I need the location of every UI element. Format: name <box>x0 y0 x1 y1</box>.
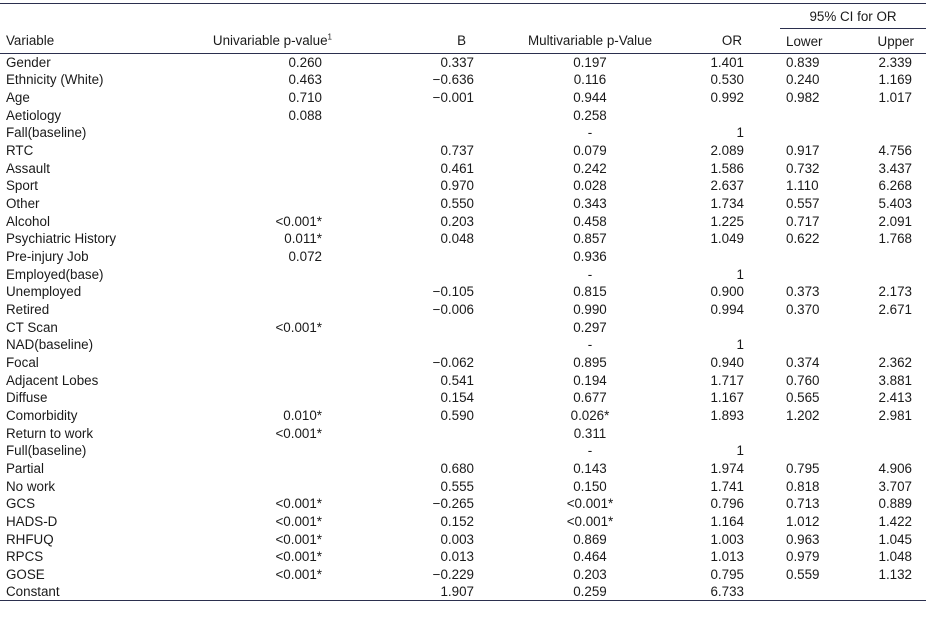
cell-variable: Diffuse <box>6 390 48 406</box>
cell-ci-upper: 1.045 <box>878 531 913 547</box>
cell-multivariable-p: 0.259 <box>500 583 680 601</box>
col-header-univariable-label: Univariable p-value <box>212 33 328 49</box>
cell-ci-upper: 2.173 <box>878 284 913 300</box>
cell-multivariable-p: 0.258 <box>573 107 607 123</box>
cell-variable: Gender <box>6 55 51 71</box>
cell-univariable-p <box>170 177 370 195</box>
cell-or: 1.717 <box>710 372 744 388</box>
cell-or <box>680 424 780 442</box>
cell-ci-upper: 3.707 <box>878 478 913 494</box>
cell-b: −0.006 <box>432 302 474 318</box>
cell-or: 1.734 <box>710 196 744 212</box>
cell-multivariable-p: 0.197 <box>573 55 607 71</box>
cell-univariable-p: 0.011* <box>284 231 322 247</box>
cell-or: 2.089 <box>710 143 744 159</box>
cell-variable: No work <box>6 478 56 494</box>
cell-or: 0.530 <box>710 72 744 88</box>
cell-univariable-p <box>170 336 370 354</box>
cell-b: 0.550 <box>440 196 474 212</box>
cell-ci-upper <box>860 583 926 601</box>
cell-or: 1.893 <box>710 407 744 423</box>
cell-multivariable-p: 0.203 <box>573 566 607 582</box>
cell-univariable-p: 0.710 <box>288 90 322 106</box>
cell-univariable-p: <0.001* <box>275 213 322 229</box>
cell-variable: Focal <box>6 354 39 370</box>
cell-or: 1.003 <box>710 531 744 547</box>
cell-ci-upper: 1.768 <box>878 231 913 247</box>
cell-ci-upper: 1.048 <box>878 549 913 565</box>
cell-or: 0.992 <box>710 90 744 106</box>
cell-ci-lower <box>780 442 860 460</box>
cell-variable: GOSE <box>6 566 45 582</box>
cell-b: 0.337 <box>440 55 474 71</box>
table-row <box>0 442 926 460</box>
cell-multivariable-p: 0.944 <box>573 90 607 106</box>
cell-ci-lower: 0.622 <box>786 231 820 247</box>
header-row-columns <box>0 29 926 54</box>
cell-multivariable-p: 0.677 <box>573 390 607 406</box>
cell-multivariable-p: 0.311 <box>573 425 607 441</box>
cell-multivariable-p: 0.895 <box>573 354 607 370</box>
cell-b: 0.203 <box>440 213 474 229</box>
cell-b <box>370 442 500 460</box>
cell-b: 0.461 <box>440 160 474 176</box>
cell-univariable-p: 0.088 <box>288 107 322 123</box>
cell-or: 1.049 <box>710 231 744 247</box>
cell-variable: Fall(baseline) <box>6 125 87 141</box>
cell-or: 1.741 <box>710 478 744 494</box>
table-row <box>0 318 926 336</box>
cell-or <box>680 318 780 336</box>
cell-univariable-p: 0.072 <box>288 249 322 265</box>
cell-or <box>680 106 780 124</box>
cell-variable: HADS-D <box>6 513 58 529</box>
table-row <box>0 301 926 319</box>
cell-or: 6.733 <box>680 583 780 601</box>
cell-variable: Employed(base) <box>6 266 104 282</box>
cell-or: 1.974 <box>710 460 744 476</box>
cell-univariable-p <box>170 477 370 495</box>
cell-multivariable-p: 0.028 <box>573 178 607 194</box>
cell-b: 0.003 <box>440 531 474 547</box>
cell-multivariable-p: 0.464 <box>573 549 607 565</box>
header-row-ci <box>0 4 926 29</box>
cell-variable: NAD(baseline) <box>6 337 94 353</box>
cell-ci-lower <box>780 265 860 283</box>
table-row <box>0 89 926 107</box>
cell-multivariable-p: <0.001* <box>566 496 614 512</box>
cell-ci-upper: 3.437 <box>878 160 913 176</box>
cell-variable: Return to work <box>6 425 94 441</box>
table-row <box>0 230 926 248</box>
cell-b: 0.154 <box>440 390 474 406</box>
cell-univariable-p <box>170 354 370 372</box>
cell-or: 0.796 <box>710 496 744 512</box>
cell-ci-upper: 3.881 <box>878 372 913 388</box>
cell-univariable-p: <0.001* <box>275 425 322 441</box>
cell-or: 0.900 <box>710 284 744 300</box>
cell-variable: Age <box>6 90 30 106</box>
cell-ci-lower <box>780 424 860 442</box>
cell-or <box>680 248 780 266</box>
cell-multivariable-p: 0.869 <box>573 531 607 547</box>
cell-univariable-p <box>170 142 370 160</box>
table-body <box>0 54 926 601</box>
cell-ci-upper <box>860 106 926 124</box>
cell-univariable-p: <0.001* <box>275 566 322 582</box>
cell-univariable-p <box>170 159 370 177</box>
cell-multivariable-p: - <box>587 125 593 141</box>
col-header-lower: Lower <box>780 29 860 54</box>
cell-ci-upper: 2.671 <box>878 302 913 318</box>
cell-ci-upper: 0.889 <box>878 496 913 512</box>
cell-univariable-p <box>170 371 370 389</box>
cell-univariable-p <box>170 301 370 319</box>
cell-multivariable-p: <0.001* <box>566 513 614 529</box>
cell-ci-upper: 1.422 <box>878 513 913 529</box>
cell-variable: Retired <box>6 302 50 318</box>
cell-b <box>370 106 500 124</box>
table-row <box>0 530 926 548</box>
cell-univariable-p: <0.001* <box>275 319 322 335</box>
table-row <box>0 566 926 584</box>
cell-ci-lower: 0.565 <box>786 390 820 406</box>
cell-multivariable-p: 0.815 <box>573 284 607 300</box>
univariable-footnote-marker: 1 <box>327 32 332 42</box>
cell-ci-lower: 0.717 <box>786 213 820 229</box>
cell-b: 0.737 <box>440 143 474 159</box>
cell-multivariable-p: 0.857 <box>573 231 607 247</box>
cell-ci-lower: 0.240 <box>786 72 820 88</box>
cell-or: 1 <box>736 266 744 282</box>
cell-univariable-p: <0.001* <box>275 496 322 512</box>
cell-ci-lower: 1.202 <box>786 407 820 423</box>
cell-variable: Adjacent Lobes <box>6 372 99 388</box>
table-row <box>0 336 926 354</box>
cell-variable: RTC <box>6 143 34 159</box>
cell-univariable-p <box>170 124 370 142</box>
cell-multivariable-p: 0.026* <box>570 407 610 423</box>
regression-table <box>0 3 926 601</box>
cell-b: 0.680 <box>440 460 474 476</box>
cell-b: −0.636 <box>432 72 474 88</box>
cell-ci-upper: 1.169 <box>878 72 913 88</box>
cell-variable: Partial <box>6 460 44 476</box>
col-header-b: B <box>370 29 500 54</box>
cell-variable: Full(baseline) <box>6 443 87 459</box>
table-row <box>0 389 926 407</box>
col-header-multivariable: Multivariable p-Value <box>500 29 680 54</box>
cell-ci-lower <box>780 583 860 601</box>
cell-multivariable-p: 0.343 <box>573 196 607 212</box>
table-row <box>0 513 926 531</box>
cell-ci-upper: 2.413 <box>878 390 913 406</box>
table-row <box>0 212 926 230</box>
cell-or: 1.586 <box>710 160 744 176</box>
table-row <box>0 354 926 372</box>
table-row <box>0 495 926 513</box>
cell-univariable-p <box>170 442 370 460</box>
cell-variable: Assault <box>6 160 50 176</box>
cell-ci-upper <box>860 248 926 266</box>
cell-ci-lower: 0.963 <box>786 531 820 547</box>
cell-b <box>370 424 500 442</box>
cell-ci-lower: 0.732 <box>786 160 820 176</box>
cell-or: 1 <box>736 125 744 141</box>
cell-or: 0.994 <box>710 302 744 318</box>
cell-b: 1.907 <box>370 583 500 601</box>
cell-b <box>370 248 500 266</box>
cell-univariable-p <box>170 389 370 407</box>
cell-ci-lower: 0.818 <box>786 478 820 494</box>
cell-b: 0.048 <box>440 231 474 247</box>
table-row <box>0 71 926 89</box>
cell-b <box>370 124 500 142</box>
table-row <box>0 177 926 195</box>
cell-or: 1.164 <box>710 513 744 529</box>
cell-ci-upper: 1.132 <box>878 566 913 582</box>
cell-variable: RPCS <box>6 549 44 565</box>
cell-or: 1 <box>736 443 744 459</box>
cell-or: 1.013 <box>710 549 744 565</box>
cell-ci-upper: 2.362 <box>878 354 913 370</box>
cell-ci-lower: 0.917 <box>786 143 820 159</box>
cell-b <box>370 318 500 336</box>
table-row <box>0 124 926 142</box>
cell-ci-lower: 0.374 <box>786 354 820 370</box>
cell-variable: Pre-injury Job <box>6 249 89 265</box>
cell-ci-lower <box>780 248 860 266</box>
cell-univariable-p: <0.001* <box>275 513 322 529</box>
table-row <box>0 283 926 301</box>
cell-b: 0.013 <box>440 549 474 565</box>
cell-variable: RHFUQ <box>6 531 54 547</box>
col-header-variable: Variable <box>0 29 170 54</box>
cell-ci-lower <box>780 106 860 124</box>
cell-ci-lower: 0.370 <box>786 302 820 318</box>
cell-b <box>370 265 500 283</box>
cell-ci-upper <box>860 336 926 354</box>
cell-multivariable-p: - <box>587 337 593 353</box>
cell-multivariable-p: 0.116 <box>573 72 607 88</box>
ci-header: 95% CI for OR <box>780 4 926 29</box>
cell-ci-upper: 1.017 <box>878 90 913 106</box>
cell-or: 0.795 <box>710 566 744 582</box>
cell-ci-upper: 4.906 <box>878 460 913 476</box>
cell-ci-upper <box>860 124 926 142</box>
cell-multivariable-p: 0.297 <box>573 319 607 335</box>
cell-or: 0.940 <box>710 354 744 370</box>
cell-ci-upper <box>860 265 926 283</box>
cell-ci-lower: 1.110 <box>786 178 819 194</box>
cell-ci-lower: 0.795 <box>786 460 820 476</box>
cell-b: −0.229 <box>432 566 474 582</box>
cell-multivariable-p: 0.194 <box>573 372 607 388</box>
table-row <box>0 583 926 601</box>
cell-ci-lower: 0.982 <box>786 90 820 106</box>
cell-b: 0.555 <box>440 478 474 494</box>
cell-multivariable-p: 0.990 <box>573 302 607 318</box>
cell-ci-upper <box>860 442 926 460</box>
table-row <box>0 460 926 478</box>
cell-ci-lower: 0.557 <box>786 196 820 212</box>
cell-or: 1 <box>736 337 744 353</box>
table-row <box>0 159 926 177</box>
cell-variable: GCS <box>6 496 36 512</box>
cell-multivariable-p: - <box>587 266 593 282</box>
cell-b: −0.105 <box>432 284 474 300</box>
cell-ci-lower <box>780 124 860 142</box>
table-row <box>0 424 926 442</box>
table-row <box>0 248 926 266</box>
cell-variable: Constant <box>0 583 170 601</box>
table-row <box>0 548 926 566</box>
table-row <box>0 477 926 495</box>
cell-ci-lower: 0.839 <box>786 55 820 71</box>
table-row <box>0 195 926 213</box>
cell-ci-upper: 2.339 <box>878 55 913 71</box>
cell-variable: Ethnicity (White) <box>6 72 104 88</box>
cell-ci-lower: 1.012 <box>786 513 820 529</box>
col-header-univariable <box>170 29 370 54</box>
cell-ci-upper: 2.091 <box>878 213 913 229</box>
cell-univariable-p: 0.260 <box>288 55 322 71</box>
cell-variable: Alcohol <box>6 213 50 229</box>
cell-variable: Other <box>6 196 40 212</box>
table-row <box>0 54 926 72</box>
table-row <box>0 106 926 124</box>
cell-ci-upper: 6.268 <box>878 178 913 194</box>
cell-multivariable-p: 0.936 <box>573 249 607 265</box>
cell-ci-lower: 0.760 <box>786 372 820 388</box>
cell-univariable-p <box>170 265 370 283</box>
cell-b: 0.152 <box>440 513 474 529</box>
cell-ci-lower <box>780 318 860 336</box>
table-row <box>0 407 926 425</box>
cell-ci-upper <box>860 318 926 336</box>
cell-variable: Unemployed <box>6 284 82 300</box>
cell-b: −0.062 <box>432 354 474 370</box>
cell-b: 0.970 <box>440 178 474 194</box>
cell-or: 1.167 <box>710 390 744 406</box>
cell-multivariable-p: 0.079 <box>573 143 607 159</box>
cell-b: 0.541 <box>440 372 474 388</box>
cell-ci-lower: 0.979 <box>786 549 820 565</box>
cell-univariable-p <box>170 283 370 301</box>
cell-b: −0.001 <box>432 90 474 106</box>
cell-univariable-p <box>170 460 370 478</box>
cell-ci-lower <box>780 336 860 354</box>
cell-b <box>370 336 500 354</box>
cell-ci-upper: 5.403 <box>878 196 913 212</box>
cell-univariable-p: <0.001* <box>275 549 322 565</box>
cell-or: 2.637 <box>710 178 744 194</box>
cell-multivariable-p: - <box>587 443 593 459</box>
cell-variable: CT Scan <box>6 319 58 335</box>
table-header <box>0 4 926 54</box>
cell-variable: Psychiatric History <box>6 231 117 247</box>
cell-univariable-p <box>170 195 370 213</box>
cell-ci-upper <box>860 424 926 442</box>
cell-or: 1.401 <box>710 55 744 71</box>
cell-b: −0.265 <box>432 496 474 512</box>
cell-b: 0.590 <box>440 407 474 423</box>
cell-multivariable-p: 0.458 <box>573 213 607 229</box>
cell-ci-lower: 0.713 <box>786 496 820 512</box>
cell-variable: Sport <box>6 178 39 194</box>
cell-ci-upper: 4.756 <box>878 143 913 159</box>
cell-variable: Comorbidity <box>6 407 78 423</box>
cell-multivariable-p: 0.150 <box>573 478 607 494</box>
cell-ci-lower: 0.559 <box>786 566 820 582</box>
cell-univariable-p <box>170 583 370 601</box>
cell-multivariable-p: 0.143 <box>573 460 607 476</box>
cell-univariable-p: 0.010* <box>283 407 322 423</box>
cell-or: 1.225 <box>710 213 744 229</box>
cell-ci-upper: 2.981 <box>878 407 913 423</box>
table-row <box>0 265 926 283</box>
table-row <box>0 371 926 389</box>
cell-ci-lower: 0.373 <box>786 284 820 300</box>
table-row <box>0 142 926 160</box>
cell-univariable-p: <0.001* <box>275 531 322 547</box>
cell-multivariable-p: 0.242 <box>573 160 607 176</box>
cell-univariable-p: 0.463 <box>288 72 322 88</box>
col-header-or: OR <box>680 29 780 54</box>
cell-variable: Aetiology <box>6 107 62 123</box>
col-header-upper: Upper <box>860 29 926 54</box>
